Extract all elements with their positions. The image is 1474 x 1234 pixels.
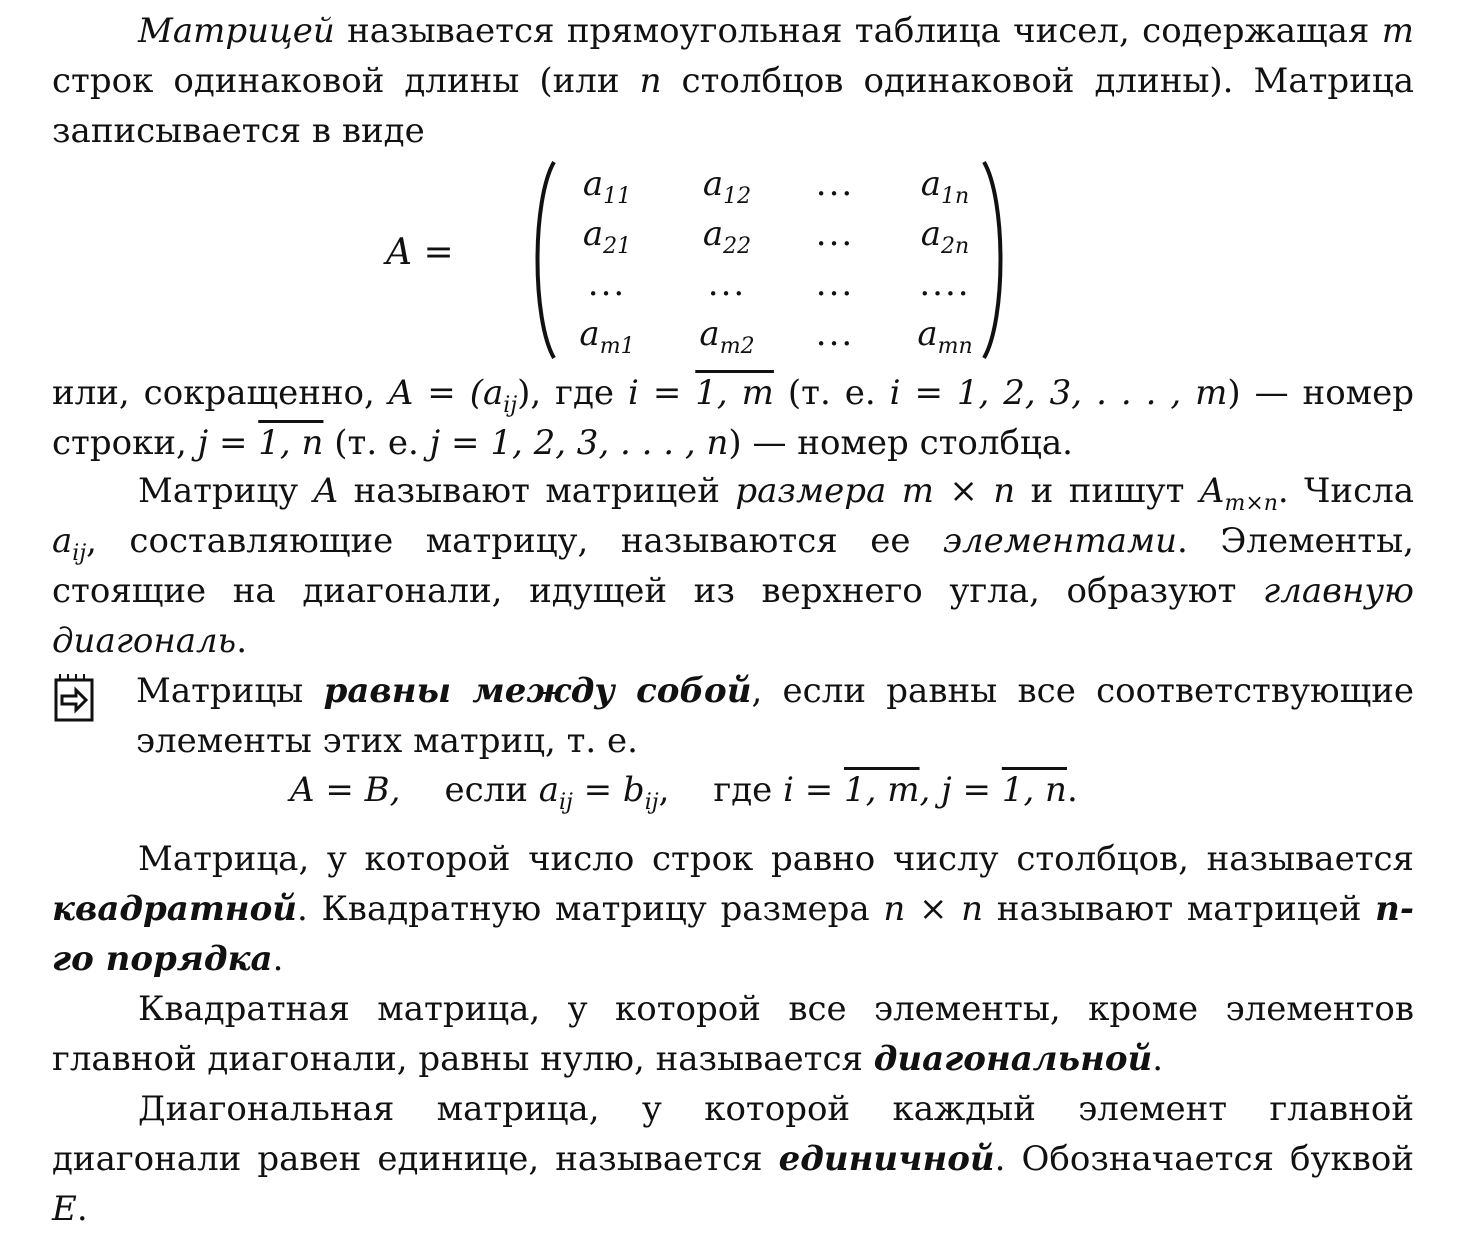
- symbol-n: n: [639, 61, 662, 101]
- matrix-cell: $a_{21}$: [582, 214, 632, 259]
- paragraph-square-matrix: [52, 834, 1414, 984]
- text: строк одинаковой длины (или: [52, 61, 640, 101]
- text: или, сокращенно,: [52, 373, 389, 413]
- symbol-E: E: [52, 1189, 77, 1229]
- term-size: размера: [735, 471, 887, 511]
- matrix-cell: ...: [815, 214, 855, 254]
- paragraph-diagonal-matrix: [52, 984, 1414, 1084]
- paragraph-short-form: [52, 368, 1414, 468]
- term-matrix: Матрицей: [138, 11, 335, 51]
- matrix-cell: $a_{11}$: [582, 164, 632, 209]
- formula: m × n: [886, 471, 1016, 511]
- text: Квадратная матрица, у которой все элементы, кроме элементов главной диагонали, равны нулю, называется: [52, 989, 1414, 1079]
- matrix-cell: $a_{m1}$: [579, 314, 635, 359]
- matrix-lhs: [386, 232, 454, 273]
- text: , составляющие матрицу, называются ее: [86, 521, 943, 561]
- paragraph-matrix-definition: [52, 6, 1414, 156]
- term-order: n-го порядка: [52, 889, 1415, 979]
- formula: ,: [658, 770, 670, 810]
- text: Матрицы: [136, 671, 324, 711]
- term-elements: элементами: [942, 521, 1178, 561]
- overline-range: 1, m: [695, 373, 774, 413]
- text: .: [272, 939, 284, 979]
- formula: n × n: [883, 889, 984, 929]
- text: если: [444, 770, 539, 810]
- matrix-cell: $a_{mn}$: [917, 314, 973, 359]
- text: . Квадратную матрицу размера: [296, 889, 884, 929]
- text: Диагональная матрица, у которой каждый элемент главной диагонали равен единице, называется: [52, 1089, 1414, 1179]
- text: Матрица, у которой число строк равно числу столбцов, называется: [138, 839, 1414, 879]
- text: (т. е.: [773, 373, 890, 413]
- text: .: [236, 621, 248, 661]
- text: и пишут: [1015, 471, 1200, 511]
- equality-formula: [290, 770, 1078, 815]
- subscript: ij: [558, 789, 573, 815]
- formula: a: [538, 770, 559, 810]
- matrix-cell: ...: [815, 264, 855, 304]
- formula: A: [1199, 471, 1225, 511]
- subscript: ij: [503, 392, 518, 418]
- formula: A = (a: [388, 373, 504, 413]
- text: ) — номер строки,: [52, 373, 1415, 463]
- text: называют матрицей: [338, 471, 736, 511]
- formula: a: [52, 521, 73, 561]
- text: столбцов одинаковой длины). Матрица записывается в виде: [52, 61, 1414, 151]
- matrix-cell: ...: [815, 164, 855, 204]
- matrix-cell: $a_{12}$: [702, 164, 752, 209]
- term-square: квадратной: [52, 889, 297, 929]
- formula: i =: [628, 373, 696, 413]
- overline-range: 1, n: [258, 423, 324, 463]
- text: , если равны все соответствующие элементы этих матриц, т. е.: [136, 671, 1414, 761]
- formula: j =: [197, 423, 259, 463]
- matrix-cell: ...: [707, 264, 747, 304]
- overline-range: 1, n: [1001, 770, 1067, 810]
- definition-arrow-icon: [54, 672, 96, 722]
- text: , где: [530, 373, 628, 413]
- text: .: [1152, 1039, 1164, 1079]
- term-equal: равны между собой: [323, 671, 752, 711]
- matrix-cell: $a_{m2}$: [699, 314, 755, 359]
- symbol-m: m: [1381, 11, 1414, 51]
- formula: j = 1, 2, 3, . . . , n: [429, 423, 729, 463]
- formula: , j =: [919, 770, 1002, 810]
- paragraph-size-elements: [52, 466, 1414, 666]
- matrix-cell: $a_{22}$: [702, 214, 752, 259]
- text: . Числа: [1277, 471, 1414, 511]
- overline-range: 1, m: [844, 770, 920, 810]
- lhs-text: A =: [386, 232, 454, 273]
- subscript: ij: [644, 789, 659, 815]
- text: . Элементы, стоящие на диагонали, идущей из верхнего угла, образуют: [52, 521, 1414, 611]
- matrix-cell: ...: [815, 314, 855, 354]
- formula: A = B,: [290, 770, 401, 810]
- term-identity: единичной: [778, 1139, 995, 1179]
- text: (т. е.: [323, 423, 430, 463]
- term-diagonal: диагональной: [873, 1039, 1153, 1079]
- text: .: [76, 1189, 88, 1229]
- matrix-cell: $a_{2n}$: [920, 214, 970, 259]
- text: Матрицу: [138, 471, 314, 511]
- matrix-formula: [380, 160, 1000, 360]
- matrix-cell: ....: [919, 264, 971, 304]
- formula: ): [517, 373, 531, 413]
- matrix-cell: ...: [587, 264, 627, 304]
- text: ) — номер столбца.: [728, 423, 1073, 463]
- symbol-A: A: [313, 471, 339, 511]
- text: . Обозначается буквой: [994, 1139, 1414, 1179]
- paragraph-identity-matrix: [52, 1084, 1414, 1234]
- formula: i =: [783, 770, 845, 810]
- text: называется прямоугольная таблица чисел, содержащая: [334, 11, 1382, 51]
- formula: = b: [572, 770, 645, 810]
- formula: .: [1066, 770, 1078, 810]
- matrix-cell: $a_{1n}$: [920, 164, 970, 209]
- paragraph-equal-matrices: [136, 666, 1414, 766]
- formula: i = 1, 2, 3, . . . , m: [889, 373, 1228, 413]
- subscript: ij: [72, 540, 87, 566]
- term-main-diagonal: главную диагональ: [52, 571, 1414, 661]
- text: где: [713, 770, 784, 810]
- subscript: m×n: [1224, 490, 1278, 516]
- text: называют матрицей: [983, 889, 1376, 929]
